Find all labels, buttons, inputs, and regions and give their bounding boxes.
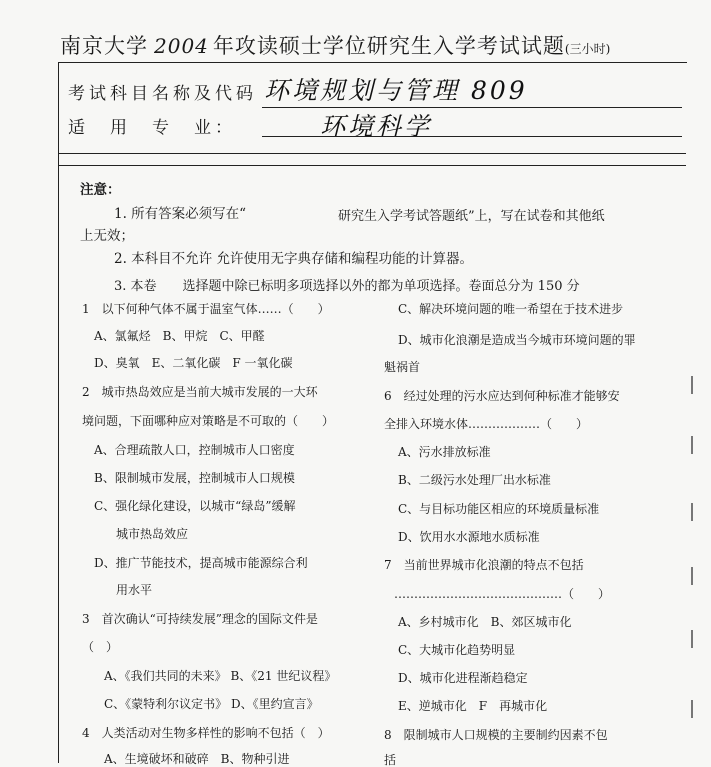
- question-line: 城市热岛效应: [116, 527, 189, 541]
- question-line: 魁祸首: [384, 360, 421, 374]
- question-line: 1 以下何种气体不属于温室气体……（ ）: [82, 302, 330, 316]
- question-line: A、生境破坏和破碎 B、物种引进: [104, 752, 290, 766]
- question-line: 4 人类活动对生物多样性的影响不包括（ ）: [82, 726, 330, 740]
- question-line: D、城市化浪潮是造成当今城市环境问题的罪: [398, 333, 636, 347]
- scan-mark: [691, 436, 693, 454]
- question-line: 括: [384, 753, 397, 767]
- question-line: C、大城市化趋势明显: [398, 643, 516, 657]
- notice-heading: 注意：: [80, 182, 121, 198]
- divider-2: [58, 165, 686, 166]
- question-line: （ ）: [82, 640, 119, 654]
- question-line: A、合理疏散人口，控制城市人口密度: [94, 443, 295, 457]
- question-line: 7 当前世界城市化浪潮的特点不包括: [384, 558, 584, 572]
- scan-mark: [691, 700, 693, 718]
- question-line: C、强化绿化建设，以城市“绿岛”缓解: [94, 499, 296, 513]
- subject-row: [68, 76, 528, 105]
- notice-item-3: 3. 本卷 选择题中除已标明多项选择以外的都为单项选择。卷面总分为 150 分: [114, 279, 580, 294]
- subject-value: 环境规划与管理 809: [264, 76, 528, 105]
- university-name: 南京大学: [60, 34, 148, 58]
- question-line: A、《我们共同的未来》 B、《21 世纪议程》: [104, 669, 337, 683]
- major-label: 适 用 专 业：: [68, 118, 236, 138]
- question-line: A、污水排放标准: [398, 445, 491, 459]
- scan-mark: [691, 376, 693, 394]
- question-line: 8 限制城市人口规模的主要制约因素不包: [384, 728, 608, 742]
- question-line: D、推广节能技术，提高城市能源综合利: [94, 556, 308, 570]
- question-line: C、与目标功能区相应的环境质量标准: [398, 502, 600, 516]
- exam-frame: [58, 62, 687, 766]
- question-line: 3 首次确认“可持续发展”理念的国际文件是: [82, 612, 318, 626]
- notice-item-1a: 1. 所有答案必须写在“: [114, 206, 247, 222]
- question-line: 境问题，下面哪种应对策略是不可取的（ ）: [82, 414, 335, 428]
- question-line: C、《蒙特利尔议定书》 D、《里约宣言》: [104, 697, 319, 711]
- question-line: 全排入环境水体………………（ ）: [384, 417, 589, 431]
- question-line: D、城市化进程渐趋稳定: [398, 671, 528, 685]
- question-line: ……………………………………（ ）: [394, 587, 611, 601]
- question-line: 用水平: [116, 583, 153, 597]
- notice-item-1c: 上无效；: [80, 228, 134, 244]
- notice-item-2: 2. 本科目不允许 允许使用无字典存储和编程功能的计算器。: [114, 251, 473, 267]
- question-line: B、限制城市发展，控制城市人口规模: [94, 471, 295, 485]
- question-line: C、解决环境问题的唯一希望在于技术进步: [398, 302, 624, 316]
- duration-note: (三小时): [564, 42, 611, 56]
- major-value: 环境科学: [320, 112, 433, 141]
- title-text: 年攻读硕士学位研究生入学考试试题: [212, 34, 565, 58]
- scan-mark: [691, 567, 693, 585]
- question-line: A、氯氟烃 B、甲烷 C、甲醛: [94, 329, 265, 343]
- notice-item-1b: 研究生入学考试答题纸”上，写在试卷和其他纸: [338, 209, 605, 224]
- major-row: [68, 112, 433, 141]
- major-underline: [262, 136, 682, 137]
- question-line: 2 城市热岛效应是当前大城市发展的一大环: [82, 385, 318, 399]
- exam-title: [60, 30, 700, 60]
- handwritten-year: 2004: [154, 34, 209, 58]
- question-line: D、饮用水水源地水质标准: [398, 530, 540, 544]
- subject-label: 考试科目名称及代码: [68, 84, 257, 104]
- question-line: D、臭氧 E、二氧化碳 F 一氧化碳: [94, 356, 293, 370]
- divider-1: [58, 153, 686, 154]
- question-line: B、二级污水处理厂出水标准: [398, 473, 551, 487]
- question-line: 6 经过处理的污水应达到何种标准才能够安: [384, 389, 620, 403]
- question-line: E、逆城市化 F 再城市化: [398, 699, 548, 713]
- scan-mark: [691, 503, 693, 521]
- scan-mark: [691, 630, 693, 648]
- question-line: A、乡村城市化 B、郊区城市化: [398, 615, 572, 629]
